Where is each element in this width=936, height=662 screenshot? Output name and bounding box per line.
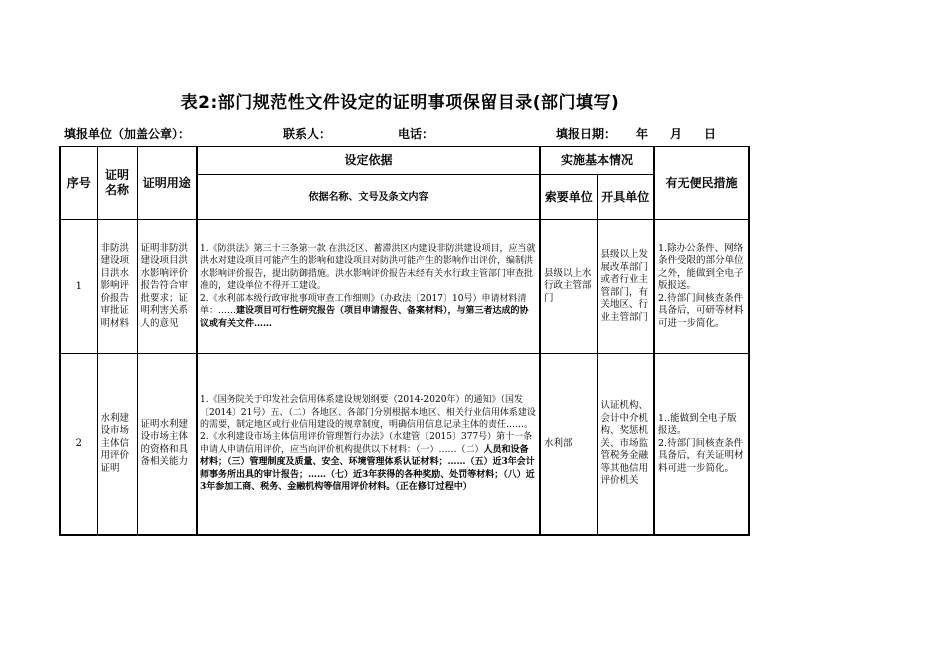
row-index: 2 (60, 354, 97, 535)
header-implementation: 实施基本情况 (540, 147, 654, 175)
basis-text-bold: 人员和设备材料；（三）管理制度及质量、安全、环境管理体系认证材料；……（五）近3年会计师事务所出具的审计报告；……（七）近3年获得的各种奖励、处罚等材料；（八）近3年参加工商、税务、金融机构等信用评价材料。（正在修订过程中） (200, 444, 535, 492)
basis-text: 1.《国务院关于印发社会信用体系建设规划纲要（2014-2020年）的通知》（国发〔2014〕21号）五、（二）各地区、各部门分别根据本地区、相关行业信用体系建设的需要，制定地区或行业信用建设的规章制度，明确信用信息记录主体的责任……。 2.《水利建设市场主体信用评价管理暂行办法》（水建管〔2015〕377号）第十一条 申请人申请信用评价，应当向评价机构提供以下材料：（一）……（二） (200, 395, 536, 455)
basis-text: 1.《防洪法》第三十三条第一款 在洪泛区、蓄滞洪区内建设非防洪建设项目，应当就洪水对建设项目可能产生的影响和建设项目对防洪可能产生的影响作出评价，编制洪水影响评价报告，提出防御措施。洪水影响评价报告未经有关水行政主管部门审查批准的，建设单位不得开工建设。 2.《水利部本级行政审批事项审查工作细则》（办政法〔2017〕10号）申请材料清单：…… (200, 244, 536, 317)
header-measures: 有无便民措施 (654, 147, 749, 220)
year-label: 年 (636, 127, 649, 141)
header-cert-use: 证明用途 (137, 147, 197, 220)
fill-date-label: 填报日期： (556, 127, 617, 141)
phone-label: 电话： (398, 127, 435, 141)
header-request-unit: 索要单位 (540, 175, 597, 220)
row-basis (197, 220, 540, 354)
contact-label: 联系人： (283, 127, 332, 141)
table-row (60, 354, 749, 535)
row-measures: 1.除办公条件、网络条件受限的部分单位之外，能做到全电子版报送。 2.待部门间核查条件具备后，可研等材料可进一步简化。 (654, 220, 749, 354)
row-issue-unit: 县级以上发展改革部门或者行业主管部门，有关地区、行业主管部门 (597, 220, 654, 354)
day-label: 日 (704, 127, 717, 141)
row-measures: 1..能做到全电子版报送。 2.待部门间核查条件具备后，有关证明材料可进一步简化。 (654, 354, 749, 535)
header-issue-unit: 开具单位 (597, 175, 654, 220)
row-index: 1 (60, 220, 97, 354)
header-cert-name: 证明名称 (97, 147, 137, 220)
row-basis (197, 354, 540, 535)
row-request-unit: 水利部 (540, 354, 597, 535)
month-label: 月 (670, 127, 683, 141)
header-index: 序号 (60, 147, 97, 220)
row-cert-name: 非防洪建设项目洪水影响评价报告审批证明材料 (97, 220, 137, 354)
fill-unit-label: 填报单位（加盖公章）： (64, 127, 191, 141)
row-issue-unit: 认证机构、会计中介机构、奖惩机关、市场监管税务金融等其他信用评价机关 (597, 354, 654, 535)
page-title: 表2:部门规范性文件设定的证明事项保留目录(部门填写) (180, 93, 620, 113)
table-row (60, 220, 749, 354)
certificate-table (59, 146, 750, 536)
header-basis-sub: 依据名称、文号及条文内容 (197, 175, 540, 220)
basis-text-bold: 建设项目可行性研究报告（项目申请报告、备案材料），与第三者达成的协议或有关文件…… (200, 306, 529, 329)
row-request-unit: 县级以上水行政主管部门 (540, 220, 597, 354)
row-cert-name: 水利建设市场主体信用评价证明 (97, 354, 137, 535)
row-cert-use: 证明水利建设市场主体的资格和具备相关能力 (137, 354, 197, 535)
row-cert-use: 证明非防洪建设项目洪水影响评价报告符合审批要求；证明利害关系人的意见 (137, 220, 197, 354)
header-basis: 设定依据 (197, 147, 540, 175)
